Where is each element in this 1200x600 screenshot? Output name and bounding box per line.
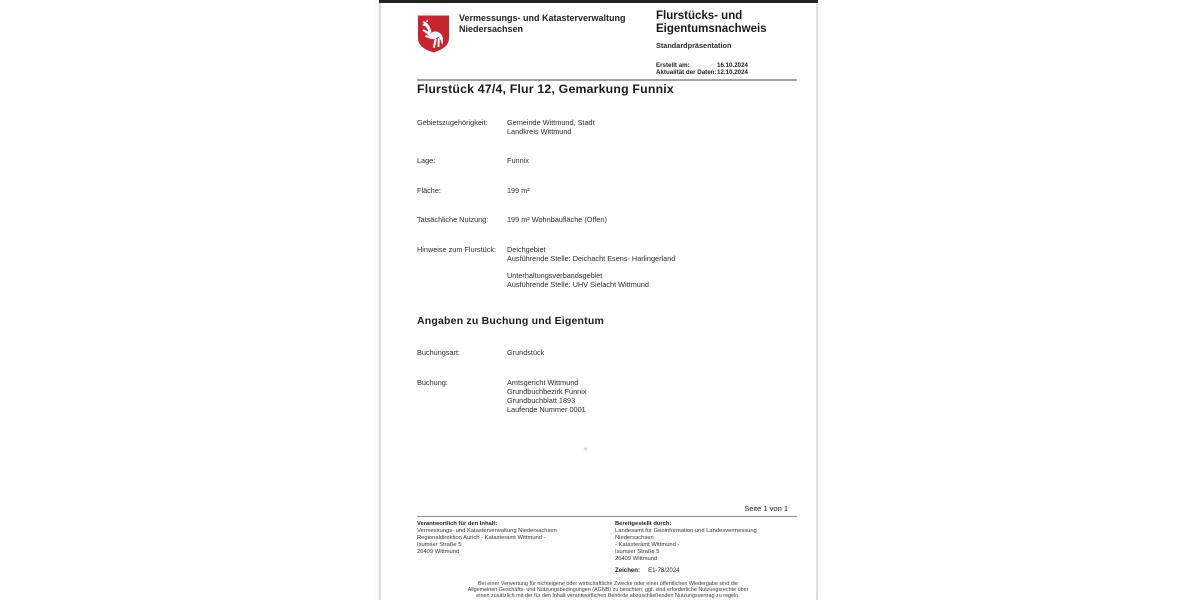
disclaimer-line: einen zusätzlich mit der für den Inhalt verantwortlichen Behörde abzuschließenden Nutzungsvertrag zu regeln. xyxy=(476,593,740,600)
field-value-line: Amtsgericht Wittmund xyxy=(507,378,579,387)
field-row-flaeche xyxy=(417,186,797,195)
field-label: Fläche: xyxy=(417,185,441,195)
field-row-buchung xyxy=(417,378,797,414)
field-label: Gebietszugehörigkeit: xyxy=(417,118,488,127)
field-value-line: Funnix xyxy=(507,156,529,165)
created-date-label: Erstellt am: xyxy=(656,62,690,69)
document-type-title xyxy=(656,10,767,36)
field-value-line: Ausführende Stelle: Deichacht Esens- Harlingerland xyxy=(507,254,676,263)
reference-number-row xyxy=(615,567,680,574)
usage-disclaimer xyxy=(427,581,789,600)
field-row-nutzung xyxy=(417,215,797,224)
reference-value: E1-78/2024 xyxy=(648,566,680,574)
field-value-line: Ausführende Stelle: UHV Sielacht Wittmund xyxy=(507,280,649,289)
page-content xyxy=(417,0,797,600)
created-date-value: 16.10.2024 xyxy=(717,62,748,69)
footer-line: Regionaldirektion Aurich - Katasteramt Wittmund - xyxy=(417,534,546,541)
field-value-line: Laufende Nummer 0001 xyxy=(507,405,586,414)
field-row-hinweise xyxy=(417,245,797,289)
field-value-line: Landkreis Wittmund xyxy=(507,127,572,136)
footer-provided-by-label: Bereitgestellt durch: xyxy=(615,520,672,527)
document-type-line1: Flurstücks- und xyxy=(656,10,743,22)
footer-line: 26409 Wittmund xyxy=(417,548,460,555)
header-divider xyxy=(417,79,797,81)
field-value-line: 199 m² xyxy=(507,185,530,195)
document-dates xyxy=(656,63,748,77)
data-currency-label: Aktualität der Daten: xyxy=(656,68,717,76)
field-label: Tatsächliche Nutzung: xyxy=(417,215,489,224)
document-page xyxy=(379,0,818,600)
document-type-line2: Eigentumsnachweis xyxy=(656,23,767,35)
field-label: Lage: xyxy=(417,156,436,165)
niedersachsen-coat-of-arms-icon xyxy=(417,14,450,54)
footer-line: - Katasteramt Wittmund - xyxy=(615,541,680,548)
data-currency-value: 12.10.2024 xyxy=(717,68,748,76)
scan-smudge-artifact xyxy=(583,447,588,451)
field-label: Hinweise zum Flurstück: xyxy=(417,245,497,254)
field-row-gebietszugehoerigkeit xyxy=(417,118,797,136)
footer-line: Niedersachsen xyxy=(615,534,654,541)
footer-responsible-block xyxy=(417,521,607,556)
field-value-line: 199 m² Wohnbaufläche (Offen) xyxy=(507,215,607,224)
field-value-line: Unterhaltungsverbandsgebiet xyxy=(507,271,603,280)
presentation-subtitle: Standardpräsentation xyxy=(656,41,732,50)
agency-name xyxy=(459,13,626,34)
data-currency-row xyxy=(656,70,748,77)
agency-name-line1: Vermessungs- und Katasterverwaltung xyxy=(459,13,626,23)
footer-divider xyxy=(417,516,797,517)
field-value-line: Deichgebiet xyxy=(507,245,546,254)
field-value-line: Grundbuchblatt 1893 xyxy=(507,396,576,405)
field-value-line: Grundbuchbezirk Funnix xyxy=(507,387,587,396)
agency-name-line2: Niedersachsen xyxy=(459,23,524,34)
field-value-line: Grundstück xyxy=(507,348,545,357)
footer-line: Landesamt für Geoinformation und Landesvermessung xyxy=(615,527,757,534)
reference-label: Zeichen: xyxy=(615,566,641,574)
page-top-border xyxy=(379,0,818,3)
disclaimer-line: Allgemeinen Geschäfts- und Nutzungsbedingungen (AGNB) zu beachten; ggf. sind erforderliche Nutzungsrechte über xyxy=(467,586,749,593)
field-row-lage xyxy=(417,156,797,165)
field-label: Buchung: xyxy=(417,378,448,387)
section-heading-buchung: Angaben zu Buchung und Eigentum xyxy=(417,315,605,327)
page-title: Flurstück 47/4, Flur 12, Gemarkung Funnix xyxy=(417,82,674,96)
footer-provided-by-block xyxy=(615,521,797,564)
footer-line: 26409 Wittmund xyxy=(615,555,658,562)
hinweis-paragraph xyxy=(507,271,797,289)
disclaimer-line: Bei einer Verwertung für nichteigene oder wirtschaftliche Zwecke oder einer öffentlichen Wiedergabe sind die xyxy=(478,580,738,587)
field-value-line: Gemeinde Wittmund, Stadt xyxy=(507,118,595,127)
footer-line: Isumser Straße 5 xyxy=(615,548,660,555)
hinweis-paragraph xyxy=(507,245,797,263)
field-label: Buchungsart: xyxy=(417,348,460,357)
footer-responsible-label: Verantwortlich für den Inhalt: xyxy=(417,520,498,527)
footer-line: Vermessungs- und Katasterverwaltung Niedersachsen xyxy=(417,527,557,534)
page-number: Seite 1 von 1 xyxy=(744,504,788,513)
footer-line: Isumser Straße 5 xyxy=(417,541,462,548)
field-row-buchungsart xyxy=(417,348,797,357)
